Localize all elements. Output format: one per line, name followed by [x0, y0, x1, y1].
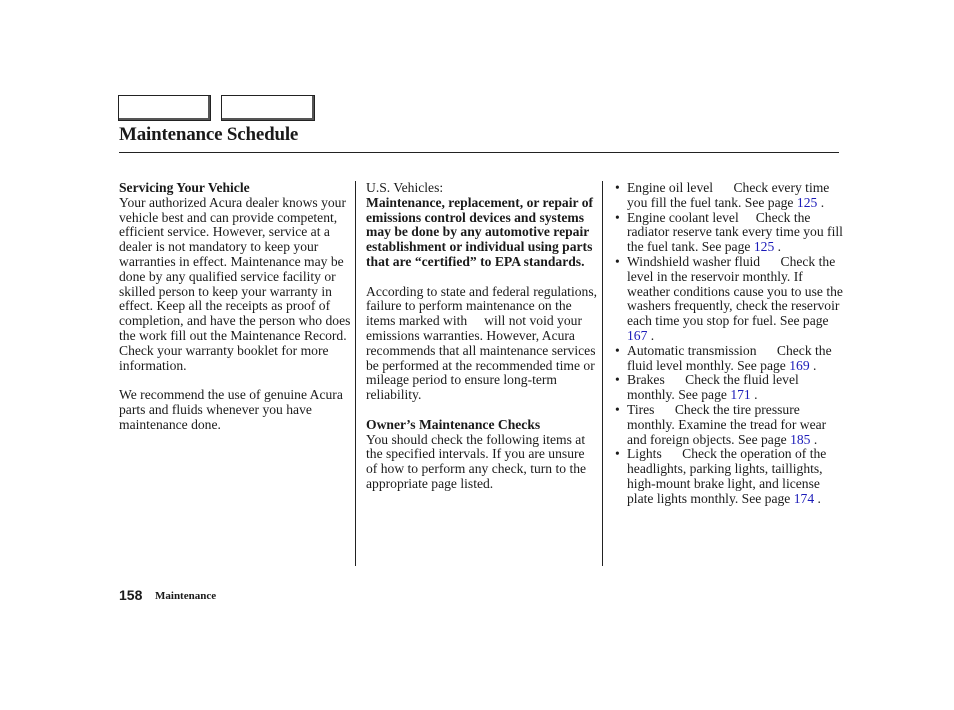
- column-right: [615, 181, 847, 507]
- page-link[interactable]: 185: [790, 431, 811, 447]
- nav-button-index[interactable]: [221, 95, 315, 121]
- column-left: [119, 181, 351, 433]
- title-divider: [119, 152, 839, 153]
- paragraph: Your authorized Acura dealer knows your vehicle best and can provide competent, efficient service. However, service at a dealer is not mandatory to keep your warranties in effect. Maintenance may be done by any qualified service facility or skilled person to keep your warranty in effect. Keep all the receipts as proof of completion, and have the person who does the work fill out the Maintenance Record. Check your warranty booklet for more information.: [119, 194, 351, 373]
- page-link[interactable]: 171: [730, 387, 751, 403]
- list-item: • Automatic transmission Check the fluid level monthly. See page 169 .: [615, 342, 832, 373]
- section-label: Maintenance: [155, 590, 217, 602]
- paragraph-bold: Maintenance, replacement, or repair of emissions control devices and systems may be done by any automotive repair establishment or individual using parts that are “certified” to EPA standards.: [366, 194, 594, 269]
- list-item: • Brakes Check the fluid level monthly. See page 171 .: [615, 372, 799, 403]
- page-link[interactable]: 169: [789, 357, 810, 373]
- nav-button-contents[interactable]: [118, 95, 211, 121]
- paragraph: According to state and federal regulations, failure to perform maintenance on the items marked with will not void your emissions warranties. However, Acura recommends that all maintenance services be performed at the recommended time or mileage period to ensure long-term reliability.: [366, 283, 601, 403]
- page-link[interactable]: 167: [627, 327, 648, 343]
- paragraph: We recommend the use of genuine Acura parts and fluids whenever you have maintenance done.: [119, 387, 343, 432]
- page-link[interactable]: 125: [753, 239, 775, 255]
- list-item: • Windshield washer fluid Check the level in the reservoir monthly. If weather conditions cause you to use the washers frequently, check the reservoir each time you stop for fuel. See page 167 .: [615, 253, 843, 343]
- column-divider: [602, 181, 603, 566]
- label: U.S. Vehicles:: [366, 180, 444, 195]
- list-item: • Engine oil level Check every time you fill the fuel tank. See page 125 .: [615, 180, 830, 210]
- list-item: • Engine coolant level Check the radiator reserve tank every time you fill the fuel tank. See page 125 .: [615, 209, 843, 255]
- page-link[interactable]: 174: [793, 490, 815, 506]
- page-title: Maintenance Schedule: [119, 124, 299, 145]
- page-link[interactable]: 125: [796, 194, 818, 210]
- section-heading: Owner’s Maintenance Checks: [366, 416, 541, 432]
- column-divider: [355, 181, 356, 566]
- paragraph: You should check the following items at the specified intervals. If you are unsure of how to perform any check, turn to the appropriate page listed.: [366, 431, 587, 491]
- list-item: • Tires Check the tire pressure monthly. Examine the tread for wear and foreign objects. See page 185 .: [615, 401, 827, 447]
- column-middle: [366, 180, 601, 492]
- section-heading: Servicing Your Vehicle: [119, 180, 250, 195]
- list-item: • Lights Check the operation of the headlights, parking lights, taillights, high-mount brake light, and license plate lights monthly. See page 174 .: [615, 446, 827, 506]
- page-number: 158: [119, 587, 143, 603]
